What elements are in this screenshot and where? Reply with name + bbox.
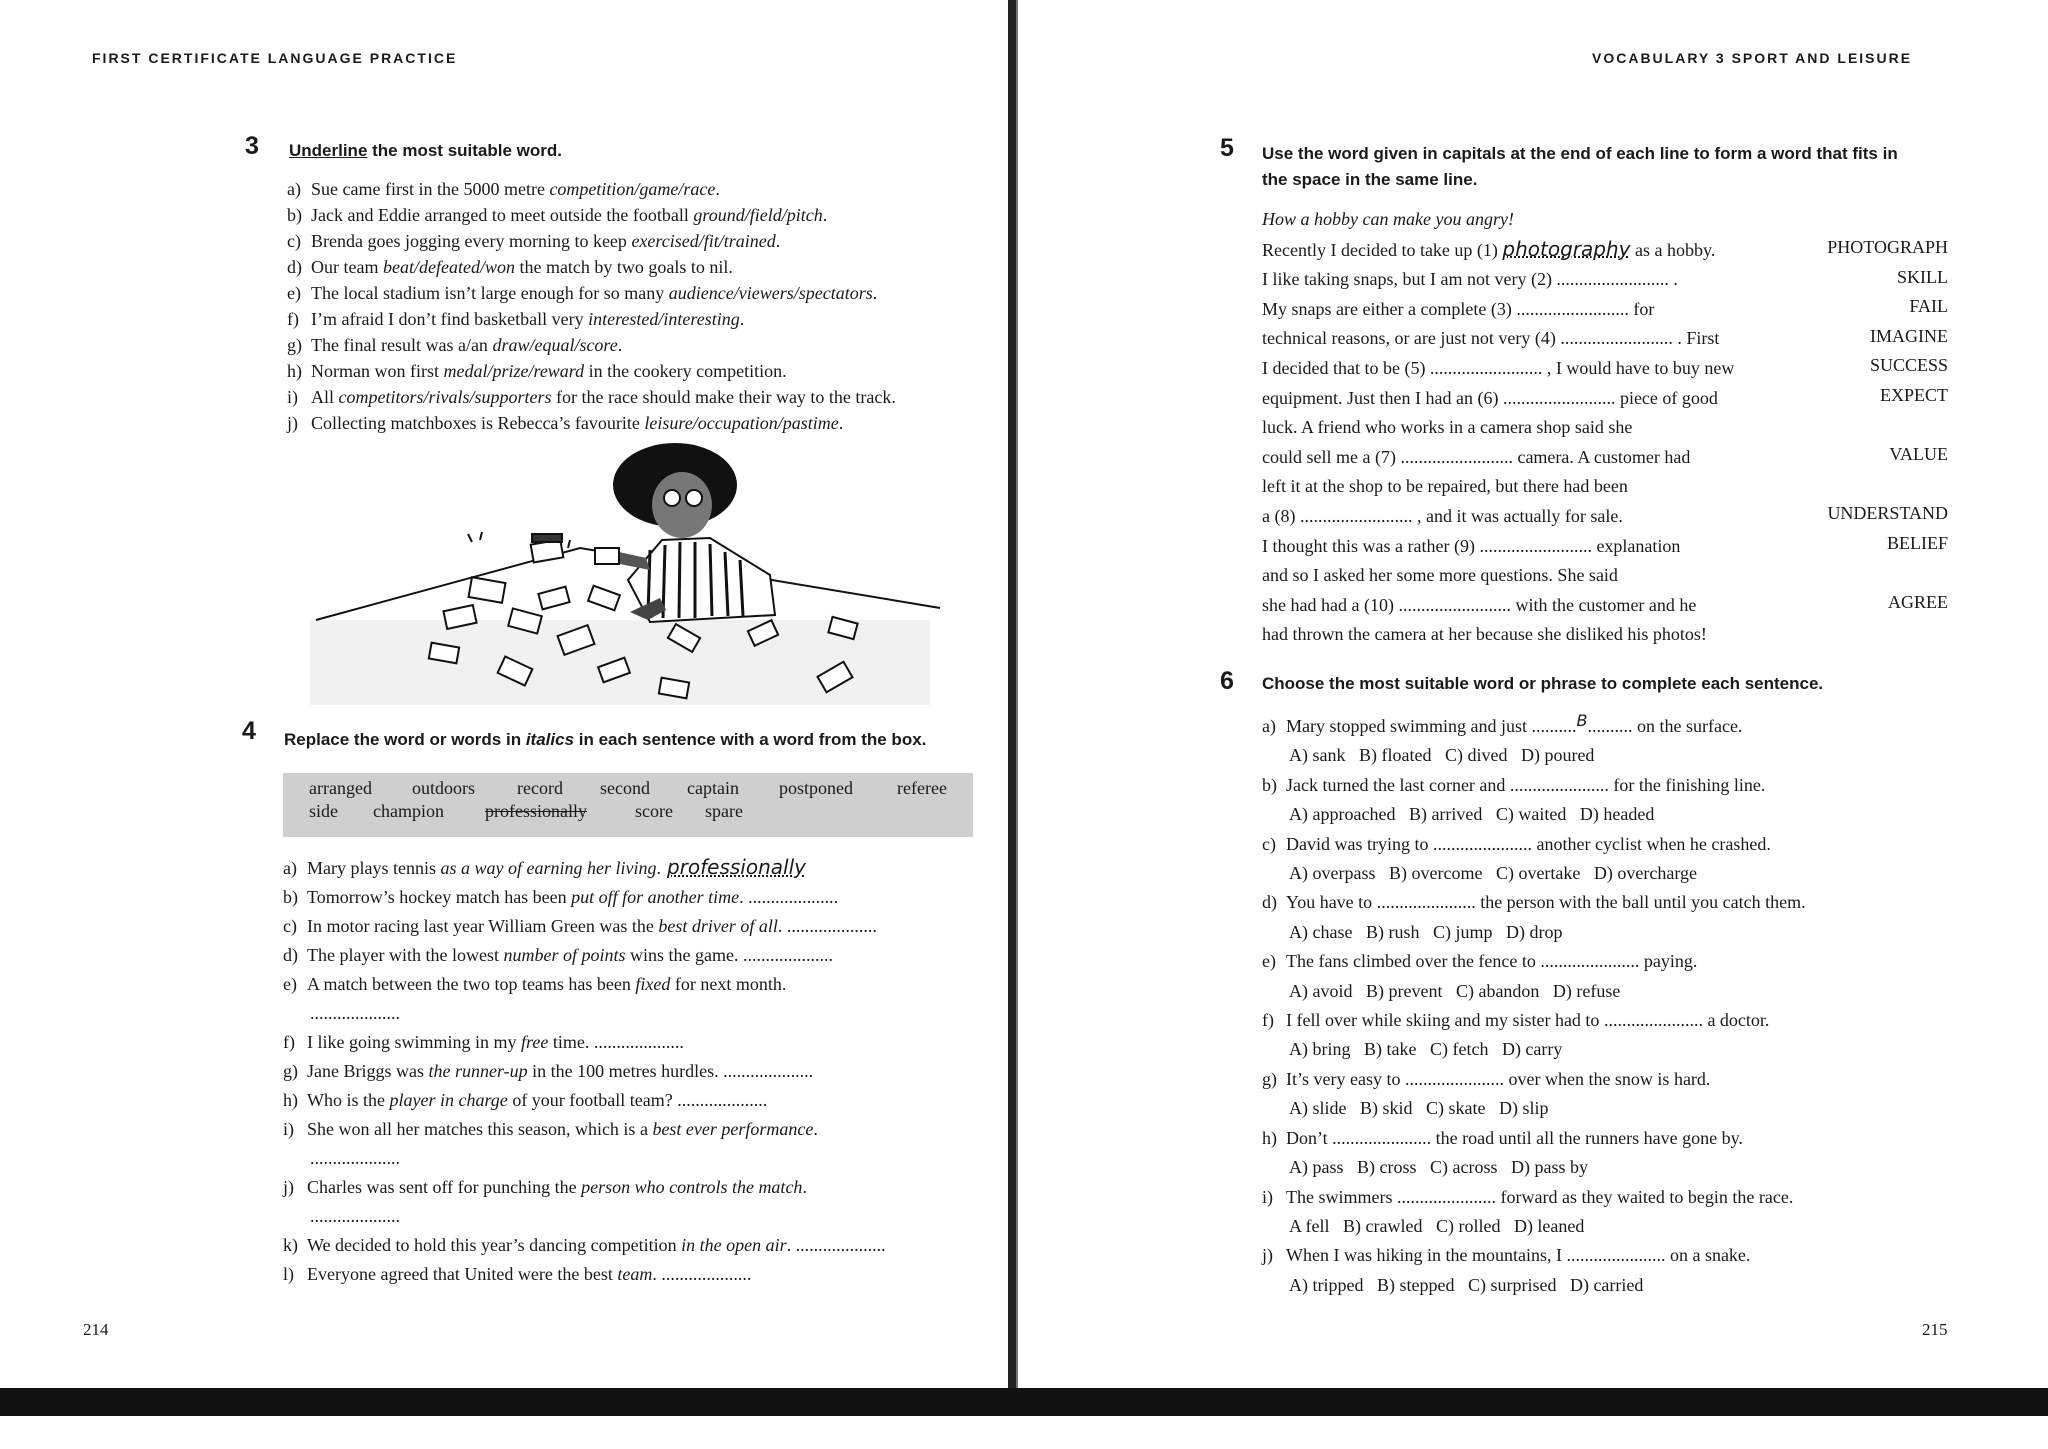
passage-text: I like taking snaps, but I am not very (2) ......................... .: [1262, 269, 1678, 290]
box-word: record: [517, 778, 563, 798]
item-label: a): [283, 858, 297, 878]
answer-line: ....................: [310, 1003, 400, 1023]
item-text-end: wins the game. ....................: [625, 945, 833, 965]
box-word-crossed-out: professionally: [485, 801, 587, 821]
item-text: The swimmers: [1286, 1186, 1397, 1207]
item-text-end: the road until all the runners have gone by.: [1431, 1127, 1743, 1148]
instruction-part-a: Replace the word or words in: [284, 730, 526, 749]
instruction-line-2: the space in the same line.: [1262, 170, 1478, 189]
capital-word: [1720, 618, 1948, 648]
capital-word: SKILL: [1897, 266, 1948, 287]
word-box: [283, 773, 973, 837]
item-label: i): [283, 1119, 294, 1139]
item-label: f): [1262, 1010, 1274, 1031]
item-text: Norman won first: [311, 361, 444, 381]
item-text: I’m afraid I don’t find basketball very: [311, 309, 589, 329]
question-item: [1262, 771, 1806, 800]
item-label: c): [287, 231, 301, 251]
item-label: d): [283, 945, 298, 965]
book-spine-edge: [1016, 0, 1018, 1420]
capital-word: VALUE: [1889, 444, 1948, 465]
exercise-3-list: [287, 176, 896, 436]
answer-blank: ......................: [1332, 1127, 1432, 1148]
capital-words-column: [1720, 233, 1948, 647]
item-text: Mary stopped swimming and just: [1286, 716, 1532, 736]
item-text-end: time. ....................: [548, 1032, 684, 1052]
list-item: [287, 176, 896, 202]
box-word: score: [635, 801, 673, 821]
passage-text: My snaps are either a complete (3) ......................... for: [1262, 298, 1655, 319]
list-item: [283, 1029, 886, 1055]
item-options: competitors/rivals/supporters: [338, 387, 552, 407]
answer-blank: ......................: [1540, 951, 1640, 972]
passage-text-end: as a hobby.: [1630, 239, 1716, 260]
item-text: She won all her matches this season, which is a: [307, 1119, 653, 1139]
list-item: [283, 1174, 886, 1200]
item-text-end: for the finishing line.: [1608, 774, 1766, 795]
answer-blank: ......................: [1509, 774, 1609, 795]
item-text-end: in the cookery competition.: [584, 361, 787, 381]
item-text: Jack turned the last corner and: [1286, 774, 1510, 795]
item-text-end: the person with the ball until you catch them.: [1475, 892, 1806, 913]
passage-text: could sell me a (7) ......................... camera. A customer had: [1262, 446, 1691, 467]
item-text-end: on a snake.: [1665, 1245, 1751, 1266]
item-italic-phrase: number of points: [503, 945, 626, 965]
answer-blank: ......................: [1432, 833, 1532, 854]
held-matchbox: [595, 548, 619, 564]
item-text: David was trying to: [1286, 833, 1433, 854]
item-text-end: a doctor.: [1702, 1010, 1770, 1031]
list-item: [283, 971, 886, 997]
item-text: The fans climbed over the fence to: [1286, 951, 1541, 972]
list-item: [287, 280, 896, 306]
item-italic-phrase: in the open air: [681, 1235, 787, 1255]
answer-options: A) bring B) take C) fetch D) carry: [1289, 1039, 1563, 1060]
list-item: [283, 1116, 886, 1142]
question-item: [1262, 888, 1806, 917]
item-label: b): [1262, 774, 1277, 795]
page-number-left: 214: [83, 1320, 109, 1339]
item-text: Brenda goes jogging every morning to keep: [311, 231, 632, 251]
item-label: b): [287, 205, 302, 225]
item-label: l): [283, 1264, 294, 1284]
list-item: [283, 884, 886, 910]
passage-text: I thought this was a rather (9) ......................... explanation: [1262, 535, 1681, 556]
item-text-end: .: [822, 205, 828, 225]
box-word: referee: [897, 778, 947, 798]
face: [652, 472, 712, 538]
instruction-rest: the most suitable word.: [367, 141, 562, 160]
running-head-left: FIRST CERTIFICATE LANGUAGE PRACTICE: [92, 50, 458, 66]
item-options: exercised/fit/trained: [631, 231, 776, 251]
list-item: [287, 358, 896, 384]
passage-text: Recently I decided to take up (1): [1262, 239, 1503, 260]
item-text: Jack and Eddie arranged to meet outside the football: [311, 205, 694, 225]
exercise-6-list: [1262, 712, 1806, 1300]
question-item: [1262, 1124, 1806, 1153]
answer-options: A) pass B) cross C) across D) pass by: [1289, 1157, 1588, 1178]
item-text: You have to: [1286, 892, 1377, 913]
item-italic-phrase: put off for another time: [571, 887, 740, 907]
answer-blank: ......................: [1396, 1186, 1496, 1207]
item-label: e): [287, 283, 301, 303]
capital-word: BELIEF: [1887, 532, 1948, 553]
box-word: spare: [705, 801, 743, 821]
item-label: h): [1262, 1127, 1277, 1148]
page-bottom-margin: [0, 1416, 2048, 1449]
item-text: All: [311, 387, 339, 407]
item-text-end: . ....................: [777, 916, 877, 936]
item-text: Jane Briggs was: [307, 1061, 429, 1081]
item-label: c): [1262, 833, 1276, 854]
item-text-end: the match by two goals to nil.: [514, 257, 733, 277]
question-item: [1262, 1006, 1806, 1035]
answer-blank: ......................: [1603, 1010, 1703, 1031]
capital-word: EXPECT: [1879, 384, 1948, 405]
item-text: We decided to hold this year’s dancing competition: [307, 1235, 682, 1255]
item-text: Our team: [311, 257, 383, 277]
item-options: draw/equal/score: [492, 335, 618, 355]
item-options: audience/viewers/spectators: [668, 283, 873, 303]
item-options: competition/game/race: [549, 179, 716, 199]
item-label: g): [283, 1061, 298, 1081]
glasses-left: [664, 490, 680, 506]
item-italic-phrase: person who controls the match: [581, 1177, 803, 1197]
running-head-right: VOCABULARY 3 SPORT AND LEISURE: [1592, 50, 1913, 66]
item-label: i): [287, 387, 298, 407]
item-italic-phrase: the runner-up: [428, 1061, 528, 1081]
item-text-end: .: [656, 858, 661, 878]
box-word: captain: [687, 778, 739, 798]
item-text-end: in the 100 metres hurdles. ....................: [527, 1061, 814, 1081]
item-label: b): [283, 887, 298, 907]
list-item: [283, 913, 886, 939]
instruction-italic: italics: [525, 730, 575, 749]
item-text-end: of your football team? ....................: [507, 1090, 768, 1110]
book-spine: [1008, 0, 1016, 1420]
item-label: j): [1262, 1245, 1273, 1266]
item-label: h): [283, 1090, 298, 1110]
question-item: [1262, 830, 1806, 859]
page-bottom-shadow: [0, 1388, 2048, 1416]
item-text-end: .: [739, 309, 745, 329]
exercise-3-instruction: [289, 138, 562, 164]
question-item: [1262, 947, 1806, 976]
answer-options: A) chase B) rush C) jump D) drop: [1289, 921, 1563, 942]
list-item: [287, 254, 896, 280]
passage-text: and so I asked her some more questions. She said: [1262, 565, 1618, 586]
capital-word: [1720, 411, 1948, 441]
item-text: Everyone agreed that United were the best: [307, 1264, 618, 1284]
passage-text: had thrown the camera at her because she disliked his photos!: [1262, 624, 1707, 645]
list-item: [287, 228, 896, 254]
item-text: Charles was sent off for punching the: [307, 1177, 582, 1197]
answer-options: A) overpass B) overcome C) overtake D) overcharge: [1289, 863, 1698, 884]
answer-options: A) sank B) floated C) dived D) poured: [1289, 745, 1595, 766]
list-item: [287, 410, 896, 436]
question-item: [1262, 712, 1806, 741]
matchbox-illustration: [310, 440, 950, 710]
handwritten-mark: B: [1576, 711, 1588, 730]
box-word: outdoors: [412, 778, 475, 798]
item-italic-phrase: as a way of earning her living: [440, 858, 657, 878]
capital-word: IMAGINE: [1870, 325, 1948, 346]
instruction-underlined: Underline: [289, 141, 368, 160]
glasses-right: [686, 490, 702, 506]
box-word: second: [600, 778, 650, 798]
passage-text: technical reasons, or are just not very (4) ......................... . First: [1262, 328, 1720, 349]
question-item: [1262, 1065, 1806, 1094]
item-italic-phrase: fixed: [635, 974, 671, 994]
exercise-4-list: [283, 854, 886, 1290]
item-label: e): [1262, 951, 1276, 972]
item-text: A match between the two top teams has been: [307, 974, 636, 994]
item-label: a): [1262, 716, 1276, 736]
item-options: medal/prize/reward: [443, 361, 585, 381]
item-text-end: paying.: [1639, 951, 1698, 972]
capital-word: [1720, 470, 1948, 500]
passage-text: left it at the shop to be repaired, but there had been: [1262, 476, 1628, 497]
instruction-part-b: in each sentence with a word from the box.: [574, 730, 927, 749]
item-label: f): [287, 309, 299, 329]
exercise-4-number: 4: [242, 717, 256, 745]
item-text-end: on the surface.: [1632, 716, 1743, 736]
item-label: g): [1262, 1068, 1277, 1089]
passage-title: How a hobby can make you angry!: [1262, 209, 1514, 229]
list-item: [283, 1087, 886, 1113]
item-label: i): [1262, 1186, 1273, 1207]
exercise-4-instruction: [284, 727, 926, 753]
item-options: leisure/occupation/pastime: [644, 413, 839, 433]
item-label: e): [283, 974, 297, 994]
item-label: a): [287, 179, 301, 199]
item-italic-phrase: player in charge: [389, 1090, 508, 1110]
item-options: ground/field/pitch: [693, 205, 823, 225]
item-text: The player with the lowest: [307, 945, 504, 965]
item-italic-phrase: team: [617, 1264, 653, 1284]
answer-options: A) avoid B) prevent C) abandon D) refuse: [1289, 980, 1621, 1001]
item-text: Collecting matchboxes is Rebecca’s favourite: [311, 413, 645, 433]
exercise-5-instruction: [1262, 141, 1898, 193]
item-text-end: . ....................: [652, 1264, 752, 1284]
handwritten-answer: professionally: [666, 855, 806, 879]
item-label: d): [287, 257, 302, 277]
item-label: f): [283, 1032, 295, 1052]
item-text-end: for the race should make their way to the track.: [551, 387, 896, 407]
capital-word: FAIL: [1909, 296, 1948, 317]
answer-line: ....................: [310, 1206, 400, 1226]
item-text: Tomorrow’s hockey match has been: [307, 887, 572, 907]
item-text: Who is the: [307, 1090, 390, 1110]
exercise-3-number: 3: [245, 132, 259, 160]
item-text: In motor racing last year William Green was the: [307, 916, 659, 936]
exercise-6-number: 6: [1220, 667, 1234, 695]
item-text-end: .: [872, 283, 878, 303]
item-label: g): [287, 335, 302, 355]
answer-blank: ......................: [1404, 1068, 1504, 1089]
item-text-end: .: [617, 335, 623, 355]
list-item: [283, 942, 886, 968]
list-item: [283, 1058, 886, 1084]
item-text-end: over when the snow is hard.: [1503, 1068, 1711, 1089]
item-options: interested/interesting: [588, 309, 740, 329]
list-item: [283, 854, 886, 881]
list-item: [287, 332, 896, 358]
passage-text: equipment. Just then I had an (6) ......................... piece of good: [1262, 387, 1718, 408]
item-label: d): [1262, 892, 1277, 913]
list-item: [287, 384, 896, 410]
capital-word: [1720, 559, 1948, 589]
answer-blank: ..........: [1587, 716, 1633, 736]
item-text: I like going swimming in my: [307, 1032, 521, 1052]
item-options: beat/defeated/won: [382, 257, 515, 277]
item-label: j): [283, 1177, 294, 1197]
exercise-6-instruction: Choose the most suitable word or phrase to complete each sentence.: [1262, 674, 1824, 693]
item-label: j): [287, 413, 298, 433]
passage-text: a (8) ......................... , and it was actually for sale.: [1262, 505, 1623, 526]
list-item: [287, 306, 896, 332]
answer-blank: ..........: [1531, 716, 1577, 736]
item-text-end: another cyclist when he crashed.: [1531, 833, 1771, 854]
item-text: The local stadium isn’t large enough for so many: [311, 283, 669, 303]
item-italic-phrase: free: [521, 1032, 549, 1052]
item-text: It’s very easy to: [1286, 1068, 1405, 1089]
item-text-end: .: [813, 1119, 818, 1139]
left-page: [0, 0, 1010, 1449]
item-text: Sue came first in the 5000 metre: [311, 179, 550, 199]
item-italic-phrase: best ever performance: [652, 1119, 814, 1139]
answer-line: ....................: [310, 1148, 400, 1168]
list-item: [287, 202, 896, 228]
item-text-end: . ....................: [739, 887, 839, 907]
answer-blank: ......................: [1566, 1245, 1666, 1266]
item-text-end: forward as they waited to begin the race.: [1495, 1186, 1794, 1207]
instruction-line-1: Use the word given in capitals at the end of each line to form a word that fits in: [1262, 144, 1898, 163]
passage-text: she had had a (10) ......................... with the customer and he: [1262, 594, 1697, 615]
item-text: Don’t: [1286, 1127, 1333, 1148]
exercise-5-number: 5: [1220, 134, 1234, 162]
answer-options: A fell B) crawled C) rolled D) leaned: [1289, 1215, 1585, 1236]
question-item: [1262, 1241, 1806, 1270]
list-item: [283, 1261, 886, 1287]
answer-options: A) tripped B) stepped C) surprised D) carried: [1289, 1274, 1644, 1295]
answer-blank: ......................: [1376, 892, 1476, 913]
item-text: Mary plays tennis: [307, 858, 441, 878]
capital-word: SUCCESS: [1869, 355, 1948, 376]
box-word: champion: [373, 801, 444, 821]
capital-word: UNDERSTAND: [1827, 503, 1948, 524]
capital-word: AGREE: [1888, 592, 1948, 613]
list-item: [283, 1232, 886, 1258]
box-word: side: [309, 801, 338, 821]
handwritten-answer: photography: [1502, 236, 1631, 261]
box-word: postponed: [779, 778, 853, 798]
item-text: I fell over while skiing and my sister had to: [1286, 1010, 1604, 1031]
item-text-end: for next month.: [670, 974, 787, 994]
item-text: The final result was a/an: [311, 335, 493, 355]
answer-options: A) slide B) skid C) skate D) slip: [1289, 1098, 1549, 1119]
item-italic-phrase: best driver of all: [658, 916, 778, 936]
item-text-end: . ....................: [786, 1235, 886, 1255]
passage-text: I decided that to be (5) ......................... , I would have to buy new: [1262, 357, 1735, 378]
item-text-end: .: [802, 1177, 807, 1197]
page-number-right: 215: [1922, 1320, 1948, 1339]
box-word: arranged: [309, 778, 372, 798]
item-label: c): [283, 916, 297, 936]
item-label: h): [287, 361, 302, 381]
capital-word: PHOTOGRAPH: [1827, 237, 1948, 257]
item-text: When I was hiking in the mountains, I: [1286, 1245, 1567, 1266]
passage-text: luck. A friend who works in a camera shop said she: [1262, 417, 1633, 438]
item-text-end: .: [838, 413, 844, 433]
item-text-end: .: [775, 231, 781, 251]
item-label: k): [283, 1235, 298, 1255]
item-text-end: .: [715, 179, 720, 199]
answer-options: A) approached B) arrived C) waited D) headed: [1289, 804, 1655, 825]
question-item: [1262, 1183, 1806, 1212]
